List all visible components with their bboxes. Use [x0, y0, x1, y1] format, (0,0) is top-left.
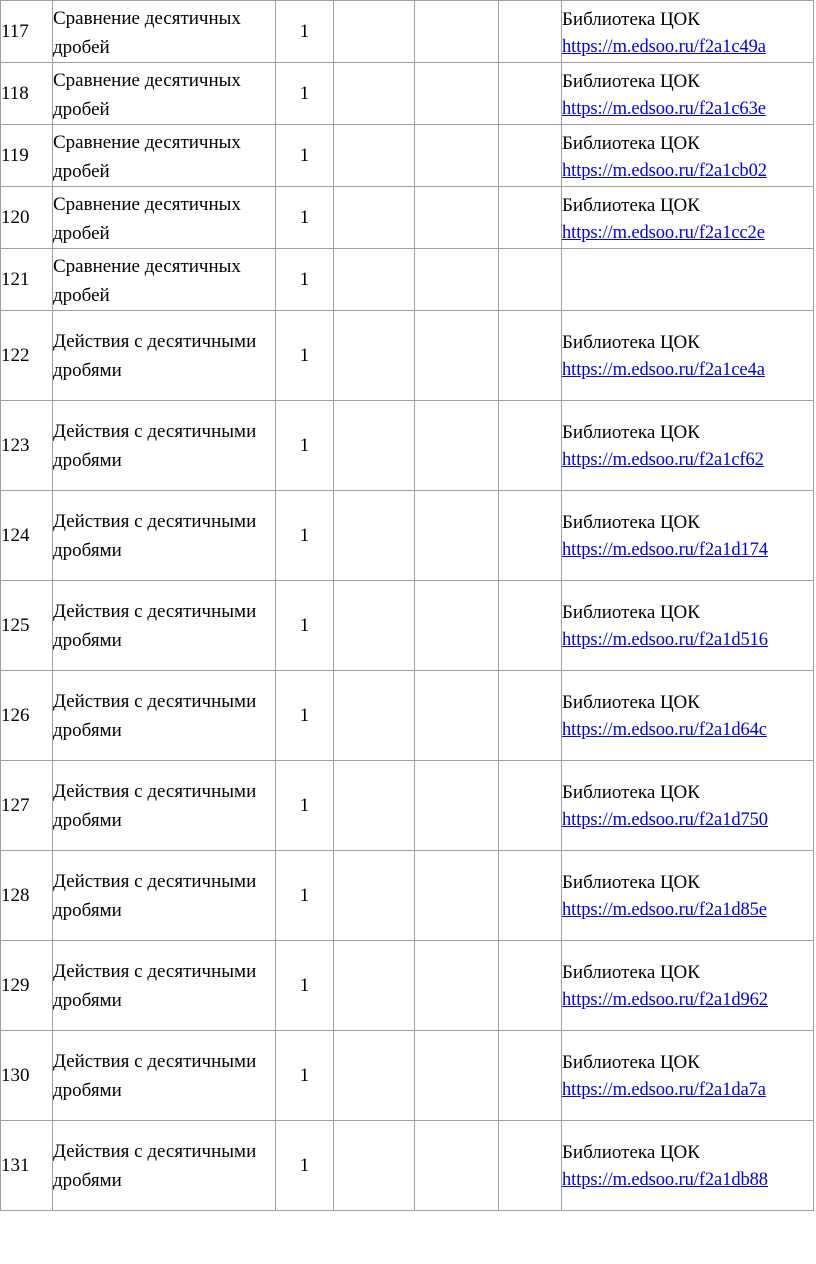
lesson-topic-cell [53, 249, 276, 311]
practical-works-cell [415, 401, 499, 491]
resource-cell [562, 125, 814, 187]
lesson-topic: Действия с десятичными дробями [53, 870, 257, 921]
resource-link[interactable]: https://m.edsoo.ru/f2a1cb02 [562, 160, 767, 181]
lesson-topic-cell [53, 401, 276, 491]
resource-cell [562, 1, 814, 63]
lesson-number: 120 [1, 207, 30, 228]
lesson-number-cell [1, 125, 53, 187]
table-row [1, 851, 814, 941]
lesson-number-cell [1, 581, 53, 671]
table-row [1, 941, 814, 1031]
practical-works-cell [415, 1121, 499, 1211]
hours-count: 1 [299, 435, 310, 456]
resource-link[interactable]: https://m.edsoo.ru/f2a1d750 [562, 809, 768, 830]
control-works-cell [334, 671, 415, 761]
table-row [1, 63, 814, 125]
lesson-number: 117 [1, 21, 29, 42]
practical-works-cell [415, 1, 499, 63]
resource-link[interactable]: https://m.edsoo.ru/f2a1d516 [562, 629, 768, 650]
lesson-topic: Сравнение десятичных дробей [53, 69, 241, 120]
lesson-number: 129 [1, 975, 30, 996]
table-row [1, 761, 814, 851]
control-works-cell [334, 401, 415, 491]
date-cell [499, 401, 562, 491]
table-row [1, 1121, 814, 1211]
hours-cell [276, 401, 334, 491]
lesson-number: 126 [1, 705, 30, 726]
table-row [1, 311, 814, 401]
hours-count: 1 [299, 885, 310, 906]
date-cell [499, 671, 562, 761]
resource-cell [562, 941, 814, 1031]
lesson-number: 125 [1, 615, 30, 636]
lesson-topic: Сравнение десятичных дробей [53, 7, 241, 58]
control-works-cell [334, 249, 415, 311]
control-works-cell [334, 761, 415, 851]
date-cell [499, 187, 562, 249]
resource-title: Библиотека ЦОК [562, 70, 700, 92]
lesson-topic: Действия с десятичными дробями [53, 330, 257, 381]
date-cell [499, 249, 562, 311]
lesson-topic: Действия с десятичными дробями [53, 510, 257, 561]
practical-works-cell [415, 671, 499, 761]
lesson-number: 130 [1, 1065, 30, 1086]
hours-count: 1 [299, 21, 310, 42]
hours-count: 1 [299, 145, 310, 166]
resource-title: Библиотека ЦОК [562, 194, 700, 216]
lesson-topic: Действия с десятичными дробями [53, 780, 257, 831]
lesson-number: 124 [1, 525, 30, 546]
date-cell [499, 63, 562, 125]
date-cell [499, 761, 562, 851]
hours-cell [276, 941, 334, 1031]
resource-title: Библиотека ЦОК [562, 511, 700, 533]
hours-count: 1 [299, 975, 310, 996]
hours-cell [276, 1031, 334, 1121]
resource-link[interactable]: https://m.edsoo.ru/f2a1d64c [562, 719, 767, 740]
resource-link[interactable]: https://m.edsoo.ru/f2a1c49a [562, 36, 766, 57]
table-row [1, 491, 814, 581]
hours-cell [276, 249, 334, 311]
resource-link[interactable]: https://m.edsoo.ru/f2a1db88 [562, 1169, 768, 1190]
table-row [1, 581, 814, 671]
table-row [1, 671, 814, 761]
resource-title: Библиотека ЦОК [562, 781, 700, 803]
table-body [1, 1, 814, 1211]
resource-cell [562, 311, 814, 401]
resource-cell [562, 1031, 814, 1121]
lesson-topic-cell [53, 941, 276, 1031]
hours-cell [276, 761, 334, 851]
control-works-cell [334, 311, 415, 401]
lesson-number-cell [1, 761, 53, 851]
lesson-number: 118 [1, 83, 29, 104]
lesson-topic-cell [53, 1031, 276, 1121]
lesson-number: 119 [1, 145, 29, 166]
hours-count: 1 [299, 795, 310, 816]
lesson-number-cell [1, 401, 53, 491]
resource-cell [562, 761, 814, 851]
date-cell [499, 1031, 562, 1121]
lesson-number: 127 [1, 795, 30, 816]
resource-title: Библиотека ЦОК [562, 421, 700, 443]
resource-cell [562, 851, 814, 941]
resource-title: Библиотека ЦОК [562, 331, 700, 353]
hours-count: 1 [299, 705, 310, 726]
resource-cell [562, 491, 814, 581]
control-works-cell [334, 125, 415, 187]
resource-title: Библиотека ЦОК [562, 961, 700, 983]
table-row [1, 125, 814, 187]
control-works-cell [334, 1, 415, 63]
date-cell [499, 851, 562, 941]
control-works-cell [334, 941, 415, 1031]
resource-link[interactable]: https://m.edsoo.ru/f2a1da7a [562, 1079, 766, 1100]
resource-link[interactable]: https://m.edsoo.ru/f2a1d174 [562, 539, 768, 560]
lesson-topic-cell [53, 125, 276, 187]
lesson-topic: Сравнение десятичных дробей [53, 131, 241, 182]
lesson-topic: Действия с десятичными дробями [53, 1050, 257, 1101]
date-cell [499, 581, 562, 671]
lesson-topic-cell [53, 761, 276, 851]
lesson-number-cell [1, 63, 53, 125]
lesson-number: 121 [1, 269, 30, 290]
date-cell [499, 491, 562, 581]
table-row [1, 249, 814, 311]
resource-cell [562, 671, 814, 761]
lesson-topic-cell [53, 187, 276, 249]
lesson-topic-cell [53, 311, 276, 401]
practical-works-cell [415, 941, 499, 1031]
lesson-topic-cell [53, 1, 276, 63]
resource-title: Библиотека ЦОК [562, 691, 700, 713]
resource-title: Библиотека ЦОК [562, 132, 700, 154]
table-row [1, 1031, 814, 1121]
control-works-cell [334, 187, 415, 249]
resource-link[interactable]: https://m.edsoo.ru/f2a1ce4a [562, 359, 765, 380]
lesson-number-cell [1, 311, 53, 401]
resource-link[interactable]: https://m.edsoo.ru/f2a1c63e [562, 98, 766, 119]
hours-count: 1 [299, 525, 310, 546]
hours-cell [276, 581, 334, 671]
lesson-number-cell [1, 941, 53, 1031]
lesson-topic-cell [53, 63, 276, 125]
lesson-topic: Действия с десятичными дробями [53, 960, 257, 1011]
lesson-topic: Действия с десятичными дробями [53, 600, 257, 651]
lesson-number-cell [1, 671, 53, 761]
resource-cell [562, 581, 814, 671]
resource-title: Библиотека ЦОК [562, 1141, 700, 1163]
lesson-number-cell [1, 491, 53, 581]
hours-cell [276, 63, 334, 125]
resource-cell [562, 1121, 814, 1211]
resource-title: Библиотека ЦОК [562, 1051, 700, 1073]
hours-cell [276, 491, 334, 581]
lesson-topic-cell [53, 1121, 276, 1211]
hours-cell [276, 1, 334, 63]
date-cell [499, 1121, 562, 1211]
lesson-number: 128 [1, 885, 30, 906]
hours-count: 1 [299, 345, 310, 366]
hours-cell [276, 311, 334, 401]
lesson-topic: Сравнение десятичных дробей [53, 255, 241, 306]
lesson-number-cell [1, 187, 53, 249]
practical-works-cell [415, 311, 499, 401]
lesson-number-cell [1, 1031, 53, 1121]
resource-title: Библиотека ЦОК [562, 601, 700, 623]
hours-count: 1 [299, 269, 310, 290]
resource-link[interactable]: https://m.edsoo.ru/f2a1d85e [562, 899, 767, 920]
hours-count: 1 [299, 83, 310, 104]
lesson-topic: Действия с десятичными дробями [53, 1140, 257, 1191]
practical-works-cell [415, 249, 499, 311]
resource-link[interactable]: https://m.edsoo.ru/f2a1d962 [562, 989, 768, 1010]
resource-cell [562, 401, 814, 491]
control-works-cell [334, 581, 415, 671]
table-row [1, 401, 814, 491]
table-row [1, 187, 814, 249]
practical-works-cell [415, 1031, 499, 1121]
resource-link[interactable]: https://m.edsoo.ru/f2a1cc2e [562, 222, 765, 243]
control-works-cell [334, 491, 415, 581]
control-works-cell [334, 63, 415, 125]
lesson-topic-cell [53, 581, 276, 671]
resource-cell [562, 63, 814, 125]
practical-works-cell [415, 851, 499, 941]
control-works-cell [334, 1031, 415, 1121]
hours-count: 1 [299, 1065, 310, 1086]
hours-cell [276, 187, 334, 249]
lesson-number-cell [1, 1121, 53, 1211]
hours-count: 1 [299, 615, 310, 636]
date-cell [499, 1, 562, 63]
lesson-topic: Сравнение десятичных дробей [53, 193, 241, 244]
practical-works-cell [415, 761, 499, 851]
lesson-topic: Действия с десятичными дробями [53, 690, 257, 741]
lesson-topic-cell [53, 491, 276, 581]
hours-cell [276, 851, 334, 941]
lesson-topic-cell [53, 671, 276, 761]
lesson-number: 122 [1, 345, 30, 366]
control-works-cell [334, 851, 415, 941]
practical-works-cell [415, 581, 499, 671]
table-row [1, 1, 814, 63]
practical-works-cell [415, 491, 499, 581]
resource-cell [562, 187, 814, 249]
resource-title: Библиотека ЦОК [562, 8, 700, 30]
date-cell [499, 941, 562, 1031]
hours-cell [276, 671, 334, 761]
lesson-topic: Действия с десятичными дробями [53, 420, 257, 471]
lesson-number-cell [1, 851, 53, 941]
hours-cell [276, 1121, 334, 1211]
hours-count: 1 [299, 1155, 310, 1176]
practical-works-cell [415, 125, 499, 187]
practical-works-cell [415, 187, 499, 249]
lesson-number-cell [1, 249, 53, 311]
resource-cell [562, 249, 814, 311]
hours-count: 1 [299, 207, 310, 228]
hours-cell [276, 125, 334, 187]
resource-title: Библиотека ЦОК [562, 871, 700, 893]
practical-works-cell [415, 63, 499, 125]
date-cell [499, 125, 562, 187]
resource-link[interactable]: https://m.edsoo.ru/f2a1cf62 [562, 449, 764, 470]
lesson-number: 131 [1, 1155, 30, 1176]
lesson-number: 123 [1, 435, 30, 456]
lesson-topic-cell [53, 851, 276, 941]
control-works-cell [334, 1121, 415, 1211]
date-cell [499, 311, 562, 401]
lesson-number-cell [1, 1, 53, 63]
